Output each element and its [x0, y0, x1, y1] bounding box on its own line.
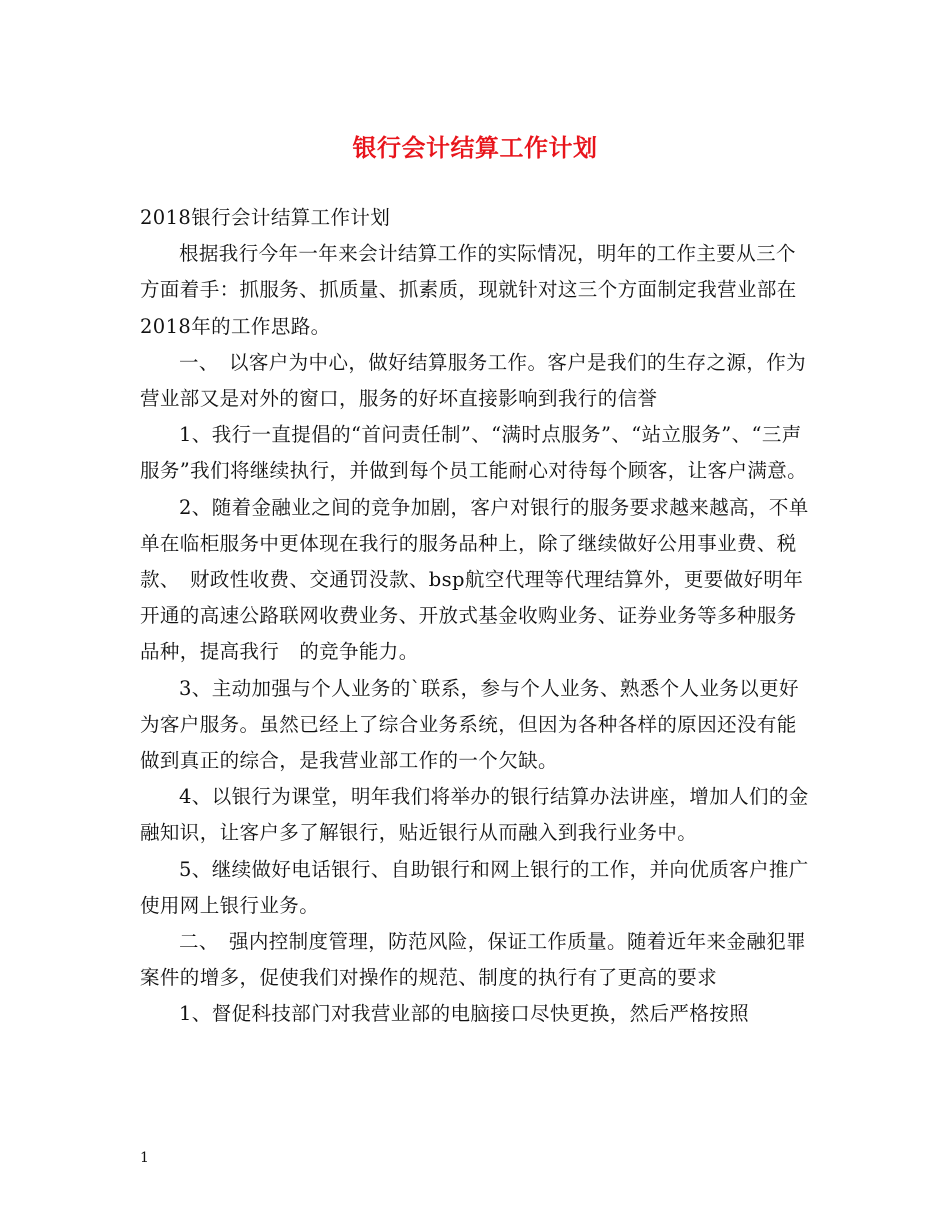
document-title: 银行会计结算工作计划	[352, 133, 598, 162]
paragraph-item-3: 3、主动加强与个人业务的`联系，参与个人业务、熟悉个人业务以更好为客户服务。虽然已经上了综合业务系统，但因为各种各样的原因还没有能做到真正的综合，是我营业部工作的一个欠缺。	[140, 676, 799, 773]
paragraph-item-4: 4、以银行为课堂，明年我们将举办的银行结算办法讲座，增加人们的金融知识，让客户多了解银行，贴近银行从而融入到我行业务中。	[140, 785, 809, 845]
paragraph-section-1-heading: 一、 以客户为中心，做好结算服务工作。客户是我们的生存之源，作为营业部又是对外的窗口，服务的好坏直接影响到我行的信誉	[140, 350, 807, 411]
document-subtitle: 2018银行会计结算工作计划	[140, 206, 391, 229]
document-body	[140, 200, 815, 1033]
paragraph-item-1: 1、我行一直提倡的“首问责任制”、“满时点服务”、“站立服务”、“三声服务”我们将继续执行，并做到每个员工能耐心对待每个顾客，让客户满意。	[140, 423, 808, 483]
paragraph-section-2-item-1: 1、督促科技部门对我营业部的电脑接口尽快更换，然后严格按照	[179, 1002, 750, 1026]
page-number: 1	[140, 1150, 149, 1166]
paragraph-item-5: 5、继续做好电话银行、自助银行和网上银行的工作，并向优质客户推广使用网上银行业务。	[140, 857, 809, 917]
paragraph-section-2-heading: 二、 强内控制度管理，防范风险，保证工作质量。随着近年来金融犯罪案件的增多，促使我们对操作的规范、制度的执行有了更高的要求	[140, 930, 807, 990]
paragraph-item-2: 2、随着金融业之间的竞争加剧，客户对银行的服务要求越来越高，不单单在临柜服务中更体现在我行的服务品种上，除了继续做好公用事业费、税款、 财政性收费、交通罚没款、bsp航空代理等代理结算外，更要做好明年开通的高速公路联网收费业务、开放式基金收购业务、证券业务等多种服务品种，提高我行 的竞争能力。	[140, 495, 809, 664]
paragraph-intro: 根据我行今年一年来会计结算工作的实际情况，明年的工作主要从三个方面着手：抓服务、抓质量、抓素质，现就针对这三个方面制定我营业部在2018年的工作思路。	[140, 242, 797, 338]
